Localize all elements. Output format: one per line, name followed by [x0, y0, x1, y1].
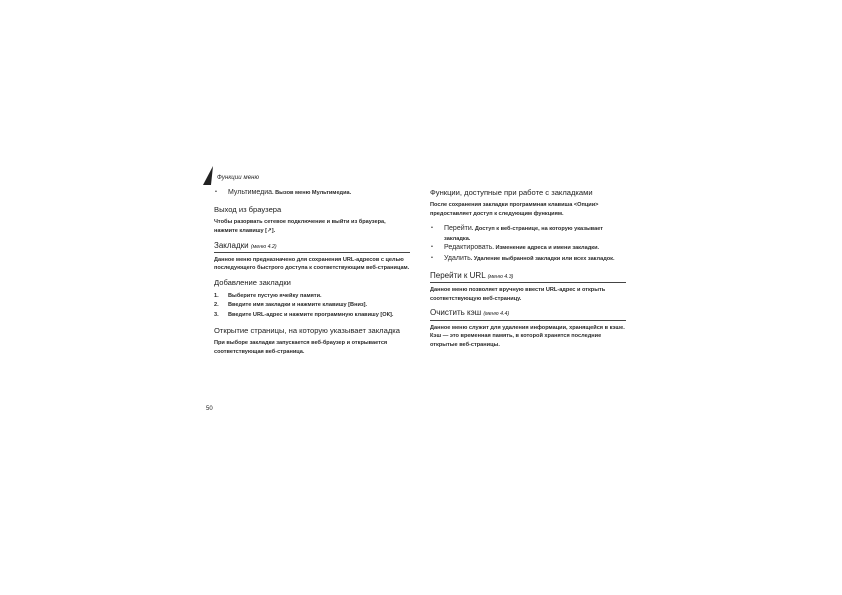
intro-list [214, 188, 410, 199]
page-number: 50 [206, 406, 213, 412]
add-bookmark-steps [214, 292, 410, 320]
step-item: 2. Введите имя закладки и нажмите клавишу [Вниз]. [214, 302, 368, 309]
bookmark-functions-text: После сохранения закладки программная клавиша <Опции> предоставляет доступ к следующим функциям. [430, 202, 599, 218]
list-item: • Удалить. Удаление выбранной закладки или всех закладок. [430, 254, 626, 265]
exit-browser-heading: Выход из браузера [214, 204, 282, 214]
open-page-text: При выборе закладки запускается веб-браузер и открывается соответствующая веб-страница. [214, 340, 388, 355]
add-bookmark-heading: Добавление закладки [214, 278, 291, 288]
goto-url-heading: Перейти к URL (меню 4.3) [430, 271, 626, 283]
section-header: Функции меню [217, 175, 260, 181]
end-key-icon: ↗ [267, 227, 272, 234]
list-item: • Редактировать. Изменение адреса и имени закладки. [430, 243, 626, 254]
section-tab-mark [203, 166, 215, 185]
clear-cache-heading: Очистить кэш (меню 4.4) [430, 308, 626, 320]
exit-browser-text: Чтобы разорвать сетевое подключение и выйти из браузера, нажмите клавишу [↗]. [214, 219, 386, 234]
list-item: • Мультимедиа. Вызов меню Мультимедиа. [214, 188, 410, 199]
bookmark-functions-list [430, 224, 626, 265]
bookmarks-text: Данное меню предназначено для сохранения URL-адресов с целью последующего быстрого доступа к соответствующим веб-страницам. [214, 256, 410, 272]
clear-cache-text: Данное меню служит для удаления информации, хранящейся в кэше. Кэш — это временная память, в которой хранятся последние открытые веб-страницы. [430, 324, 625, 348]
step-item: 1. Выберите пустую ячейку памяти. [214, 292, 322, 299]
goto-url-text: Данное меню позволяет вручную ввести URL-адрес и открыть соответствующую веб-страницу. [430, 287, 606, 302]
left-column [214, 188, 410, 361]
step-item: 3. Введите URL-адрес и нажмите программную клавишу [ОК]. [214, 311, 394, 318]
open-page-heading: Открытие страницы, на которую указывает закладка [214, 325, 400, 335]
bookmarks-heading: Закладки (меню 4.2) [214, 241, 410, 253]
right-column [430, 188, 626, 355]
list-item: • Перейти. Доступ к веб-странице, на которую указывает закладка. [430, 224, 626, 244]
bookmark-functions-heading: Функции, доступные при работе с закладками [430, 188, 593, 197]
